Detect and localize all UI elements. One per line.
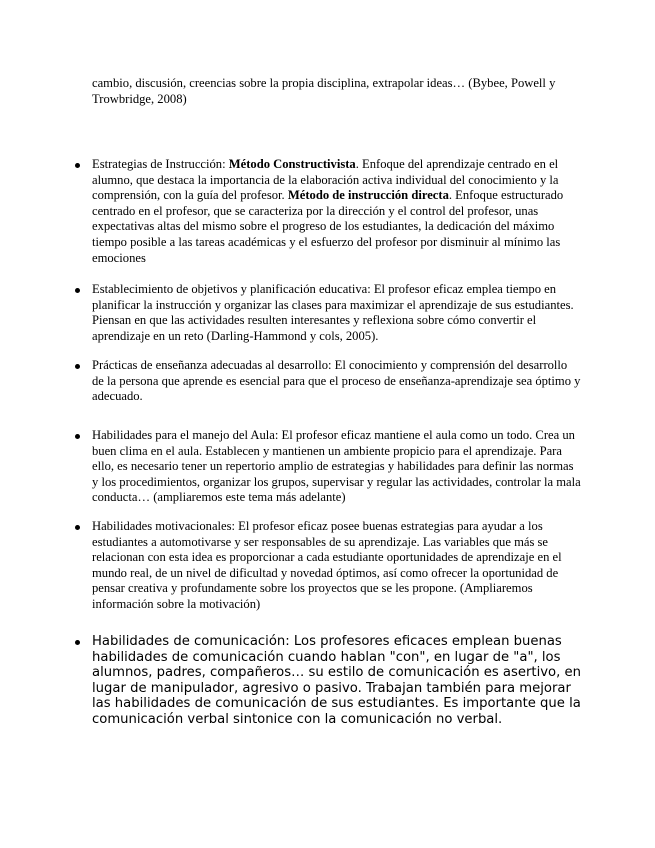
bullet-icon <box>75 640 80 645</box>
list-item-comunicacion <box>92 634 582 728</box>
text-part: . Enfoque del aprendizaje centrado en el alumno, que destaca la importancia de la elaboración activa individual del conocimiento y la comprensión, con la guía del profesor. <box>92 157 559 203</box>
list-item-motivacionales <box>92 519 582 613</box>
bullet-icon <box>75 364 80 369</box>
bold-constructivista: Método Constructivista <box>228 157 356 171</box>
intro-paragraph: cambio, discusión, creencias sobre la propia disciplina, extrapolar ideas… (Bybee, Powell y Trowbridge, 2008) <box>92 76 556 106</box>
bullet-icon <box>75 525 80 530</box>
list-item-objetivos <box>92 282 582 344</box>
bold-instruccion-directa: Método de instrucción directa <box>287 188 449 203</box>
bullet-icon <box>75 163 80 168</box>
list-item-text: Habilidades para el manejo del Aula: El profesor eficaz mantiene el aula como un todo. Crea un buen clima en el aula. Establecen y mantienen un ambiente propicio para el aprendizaje. Para ello, es necesario tener un repertorio amplio de estrategias y habilidades para definir las normas y los procedimientos, organizar los grupos, supervisar y regular las actividades, controlar la mala conducta… (ampliaremos este tema más adelante) <box>92 428 581 505</box>
bullet-icon <box>75 288 80 293</box>
list-item-practicas <box>92 358 582 405</box>
text-part: Estrategias de Instrucción: <box>92 157 229 171</box>
list-item-text: Habilidades de comunicación: Los profesores eficaces emplean buenas habilidades de comunicación cuando hablan "con", en lugar de "a", los alumnos, padres, compañeros… su estilo de comunicación es asertivo, en lugar de manipulador, agresivo o pasivo. Trabajan también para mejorar las habilidades de comunicación de sus estudiantes. Es importante que la comunicación verbal sintonice con la comunicación no verbal. <box>92 634 581 727</box>
list-item-text: Establecimiento de objetivos y planificación educativa: El profesor eficaz emplea tiempo en planificar la instrucción y organizar las clases para maximizar el aprendizaje de sus estudiantes. Piensan en que las actividades resulten interesantes y reflexiona sobre cómo convertir el aprendizaje en un reto (Darling-Hammond y cols, 2005). <box>92 282 574 343</box>
list-item-text: Prácticas de enseñanza adecuadas al desarrollo: El conocimiento y comprensión del desarrollo de la persona que aprende es esencial para que el proceso de enseñanza-aprendizaje sea óptimo y adecuado. <box>92 358 581 404</box>
list-item-text <box>92 157 582 266</box>
bullet-icon <box>75 434 80 439</box>
list-item-text: Habilidades motivacionales: El profesor eficaz posee buenas estrategias para ayudar a los estudiantes a automotivarse y ser responsables de su aprendizaje. Las variables que más se relacionan con esta idea es proporcionar a cada estudiante oportunidades de aprendizaje en el mundo real, de un nivel de dificultad y novedad óptimos, así como ofrecer la oportunidad de pensar creativa y profundamente sobre los proyectos que se les propone. (Ampliaremos información sobre la motivación) <box>92 519 562 611</box>
list-item-manejo-aula <box>92 428 582 506</box>
list-item-estrategias <box>92 157 582 266</box>
text-part: . Enfoque estructurado centrado en el profesor, que se caracteriza por la dirección y el control del profesor, unas expectativas altas del mismo sobre el progreso de los estudiantes, la dedicación del máximo tiempo posible a las tareas académicas y el esfuerzo del profesor por disminuir al mínimo las emociones <box>92 188 564 265</box>
